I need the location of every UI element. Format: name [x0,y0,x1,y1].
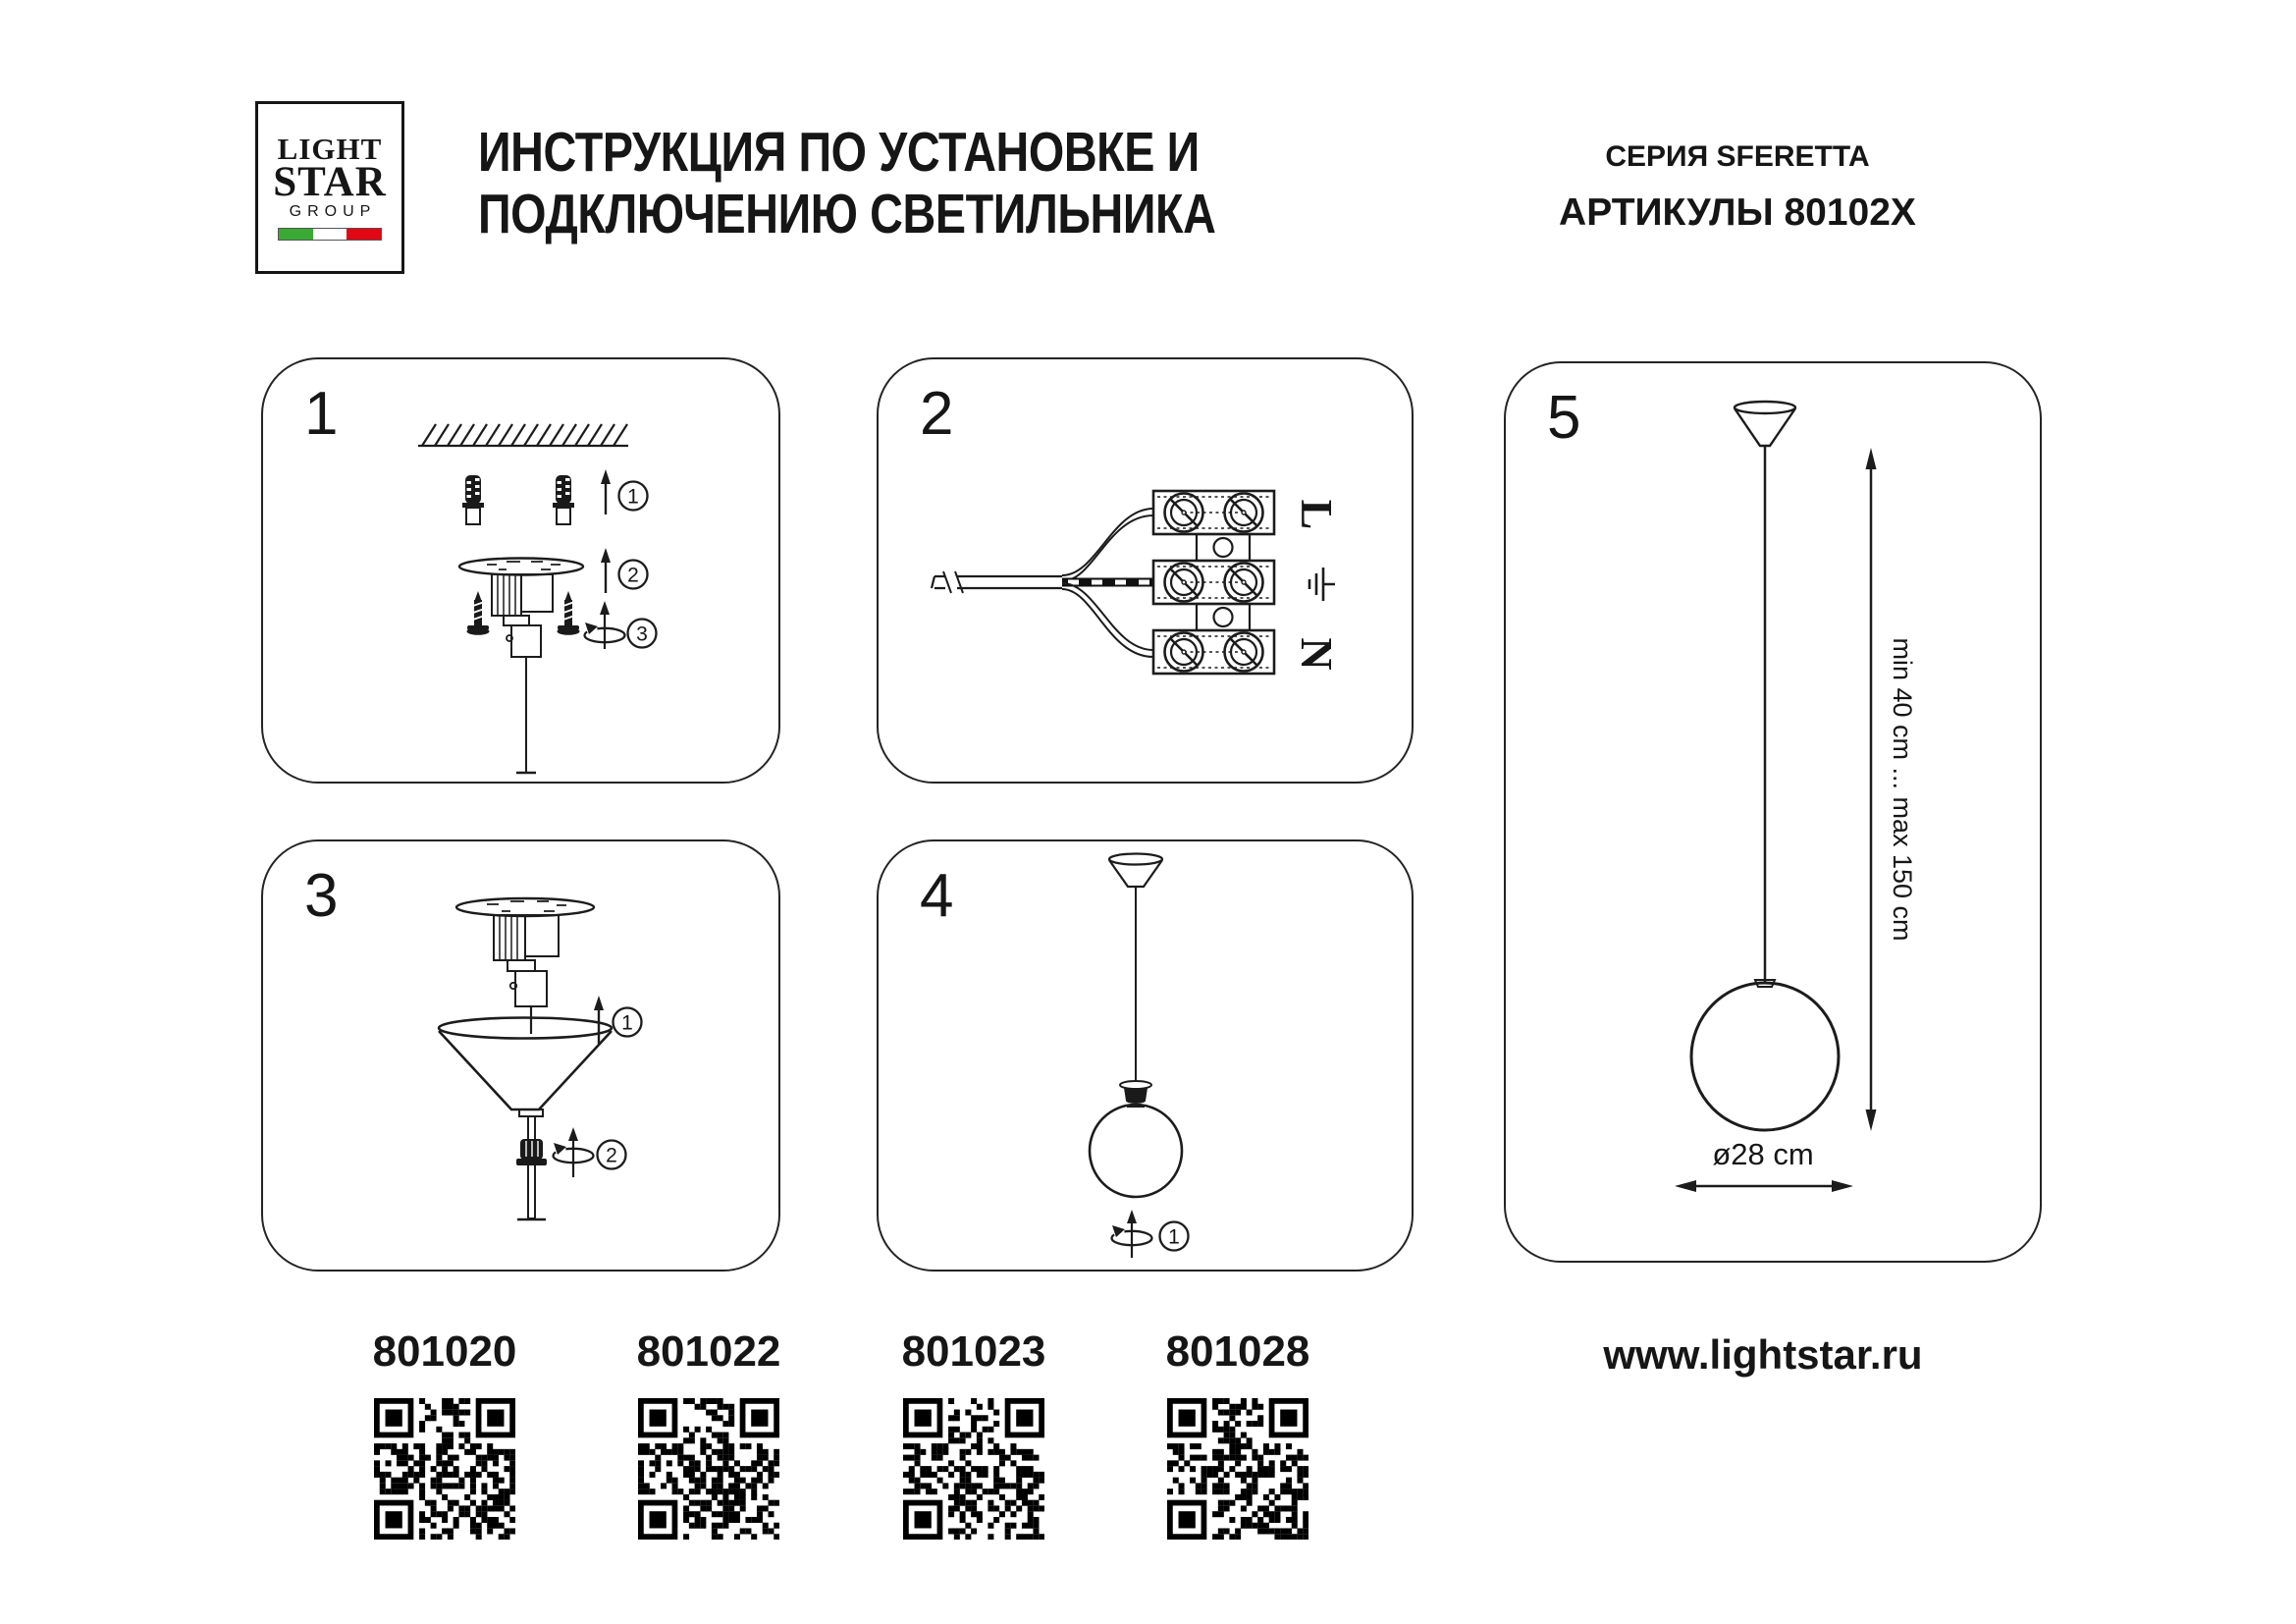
page-title-line2: ПОДКЛЮЧЕНИЮ СВЕТИЛЬНИКА [478,183,1216,245]
height-dimension-arrow-icon [1866,448,1877,1131]
rotate-arrow-icon [1112,1210,1152,1258]
glass-globe-icon [1090,1105,1182,1197]
svg-text:2: 2 [627,564,639,587]
arrow-up-icon [601,469,611,514]
arrow-up-icon [601,548,611,593]
wall-plug-icon [553,475,574,524]
terminal-block [1153,630,1274,674]
qr-code [1167,1398,1308,1540]
earth-symbol-icon [1309,568,1335,601]
panel-number: 1 [304,380,339,448]
lamp-socket-icon [1120,1081,1151,1104]
panel-number: 4 [920,862,954,930]
panel-5-diagram [1506,363,2039,1260]
ceiling-plate-icon [456,898,594,1034]
height-range-label: min 40 cm ... max 150 cm [1888,637,1917,942]
screw-icon [467,591,490,635]
ceiling-hatch-icon [418,424,628,446]
rotate-arrow-icon [585,601,625,649]
step-badge [619,482,648,511]
logo-text-star: STAR [273,159,387,205]
diameter-label: ø28 cm [1712,1137,1814,1171]
article-code: 801028 [1165,1327,1310,1376]
article-code: 801020 [372,1327,517,1376]
step-panel-1 [261,357,780,784]
articles-code-title: АРТИКУЛЫ 80102X [1559,191,1916,234]
qr-code [374,1398,515,1540]
arrow-up-icon [594,996,604,1044]
panel-number: 5 [1547,384,1581,452]
panel-3-diagram [263,841,777,1269]
suspension-rod-icon [517,1116,546,1219]
page-title-line1: ИНСТРУКЦИЯ ПО УСТАНОВКЕ И [478,121,1200,184]
screw-icon [558,591,580,635]
step-badge [628,620,657,648]
cone-shade-icon [439,1018,612,1117]
panel-number: 3 [304,862,339,930]
pendant-lamp-icon [1691,402,1839,1130]
svg-text:1: 1 [621,1011,633,1035]
terminal-block [1153,561,1274,604]
diameter-dimension-arrow-icon [1675,1180,1853,1192]
panel-2-diagram [879,359,1411,781]
ceiling-plate-icon [459,559,583,774]
step-badge [1160,1222,1189,1251]
qr-code [903,1398,1044,1540]
cone-canopy-icon [1109,854,1162,888]
label-neutral: N [1292,637,1342,671]
locking-nut-icon [516,1139,547,1165]
rotate-arrow-icon [554,1127,594,1177]
supply-cable-icon [932,571,1062,593]
wire-neutral-icon [1062,583,1153,657]
wall-plug-icon [462,475,484,524]
wire-live-icon [1062,509,1153,581]
article-code: 801022 [636,1327,781,1376]
logo-text-light: LIGHT [277,132,383,166]
step-panel-2 [877,357,1414,784]
svg-text:3: 3 [636,623,648,646]
terminal-block [1153,491,1274,534]
panel-1-diagram [263,359,777,781]
panel-4-diagram [879,841,1411,1269]
website-url: www.lightstar.ru [1603,1331,1923,1378]
dimensions-panel [1504,361,2042,1263]
series-name: СЕРИЯ SFERETTA [1605,140,1870,173]
qr-code [638,1398,779,1540]
lightstar-logo [255,101,404,274]
svg-text:1: 1 [627,485,639,509]
panel-number: 2 [920,380,954,448]
svg-text:1: 1 [1168,1225,1180,1249]
step-panel-4 [877,839,1414,1272]
article-code: 801023 [901,1327,1046,1376]
page-title [478,122,1216,245]
logo-text-group: GROUP [289,203,377,220]
step-badge [614,1008,642,1037]
step-panel-3 [261,839,780,1272]
svg-text:2: 2 [606,1144,617,1167]
italian-flag-icon [278,228,382,241]
step-badge [619,561,648,589]
flag-stripes [279,229,381,240]
label-live: L [1292,499,1342,530]
step-badge [598,1141,626,1169]
